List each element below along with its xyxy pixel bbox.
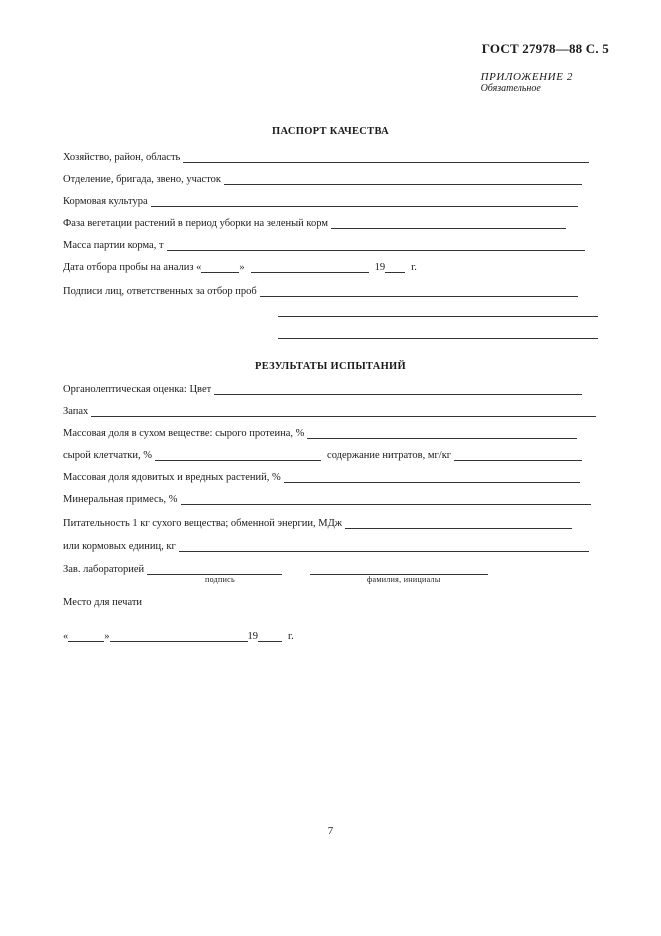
phase-field[interactable] <box>331 218 566 229</box>
final-year-prefix: 19 <box>247 631 258 642</box>
mineral-field[interactable] <box>181 494 591 505</box>
name-caption: фамилия, инициалы <box>367 575 441 584</box>
nitrates-field[interactable] <box>454 450 582 461</box>
final-date-open: « <box>63 631 69 642</box>
appendix-label: ПРИЛОЖЕНИЕ 2 <box>480 71 573 83</box>
sampling-month-field[interactable] <box>251 262 369 273</box>
final-year-field[interactable] <box>258 631 282 642</box>
results-title: РЕЗУЛЬТАТЫ ИСПЫТАНИЙ <box>255 361 406 372</box>
mineral-row <box>63 491 591 505</box>
sampling-date-row <box>63 259 417 273</box>
nutrition-label: Питательность 1 кг сухого вещества; обменной энергии, МДж <box>63 518 343 529</box>
feed-units-field[interactable] <box>179 541 589 552</box>
farm-label: Хозяйство, район, область <box>63 152 181 163</box>
poisonous-row <box>63 469 580 483</box>
crop-label: Кормовая культура <box>63 196 148 207</box>
fiber-label: сырой клетчатки, % <box>63 450 153 461</box>
lab-head-name-field[interactable] <box>310 564 488 575</box>
protein-row <box>63 425 577 439</box>
sampling-day-field[interactable] <box>201 262 239 273</box>
signature-field-2[interactable] <box>278 316 598 317</box>
organoleptic-row <box>63 381 582 395</box>
nutrition-row <box>63 515 572 529</box>
mineral-label: Минеральная примесь, % <box>63 494 178 505</box>
nitrates-label: содержание нитратов, мг/кг <box>327 450 452 461</box>
signature-caption: подпись <box>205 575 235 584</box>
protein-label: Массовая доля в сухом веществе: сырого протеина, % <box>63 428 305 439</box>
final-month-field[interactable] <box>110 631 248 642</box>
sampling-date-quote: » <box>239 262 245 273</box>
standard-header: ГОСТ 27978—88 С. 5 <box>481 41 609 56</box>
final-date-row <box>63 628 294 642</box>
sampling-date-label: Дата отбора пробы на анализ « <box>63 262 202 273</box>
farm-field[interactable] <box>183 152 589 163</box>
mass-label: Масса партии корма, т <box>63 240 164 251</box>
organoleptic-label: Органолептическая оценка: Цвет <box>63 384 212 395</box>
fiber-row <box>63 447 582 461</box>
feed-units-label: или кормовых единиц, кг <box>63 541 176 552</box>
crop-field[interactable] <box>151 196 578 207</box>
phase-label: Фаза вегетации растений в период уборки на зеленый корм <box>63 218 328 229</box>
protein-field[interactable] <box>307 428 577 439</box>
signature-field-3[interactable] <box>278 338 598 339</box>
crop-row <box>63 193 578 207</box>
smell-label: Запах <box>63 406 89 417</box>
poisonous-field[interactable] <box>284 472 580 483</box>
energy-field[interactable] <box>345 518 572 529</box>
smell-row <box>63 403 596 417</box>
sampling-year-prefix: 19 <box>374 262 386 273</box>
sampling-year-suffix: г. <box>411 262 417 273</box>
appendix-block <box>481 71 573 94</box>
mandatory-label: Обязательное <box>480 83 541 94</box>
phase-row <box>63 215 566 229</box>
final-day-field[interactable] <box>68 631 104 642</box>
lab-head-row <box>63 561 488 575</box>
signatures-row <box>63 283 578 297</box>
sampling-year-field[interactable] <box>385 262 405 273</box>
color-field[interactable] <box>214 384 582 395</box>
stamp-row <box>63 594 142 608</box>
passport-title: ПАСПОРТ КАЧЕСТВА <box>272 126 389 137</box>
page-number: 7 <box>327 825 334 837</box>
feed-units-row <box>63 538 589 552</box>
lab-head-signature-field[interactable] <box>147 564 282 575</box>
final-year-suffix: г. <box>288 631 294 642</box>
final-date-close: » <box>104 631 110 642</box>
signature-field-1[interactable] <box>260 286 578 297</box>
division-field[interactable] <box>224 174 582 185</box>
farm-row <box>63 149 589 163</box>
fiber-field[interactable] <box>155 450 321 461</box>
division-label: Отделение, бригада, звено, участок <box>63 174 221 185</box>
mass-field[interactable] <box>167 240 585 251</box>
signatures-label: Подписи лиц, ответственных за отбор проб <box>63 286 257 297</box>
lab-head-label: Зав. лабораторией <box>63 564 145 575</box>
division-row <box>63 171 582 185</box>
mass-row <box>63 237 585 251</box>
poisonous-label: Массовая доля ядовитых и вредных растений, % <box>63 472 281 483</box>
smell-field[interactable] <box>91 406 596 417</box>
stamp-label: Место для печати <box>63 597 143 608</box>
